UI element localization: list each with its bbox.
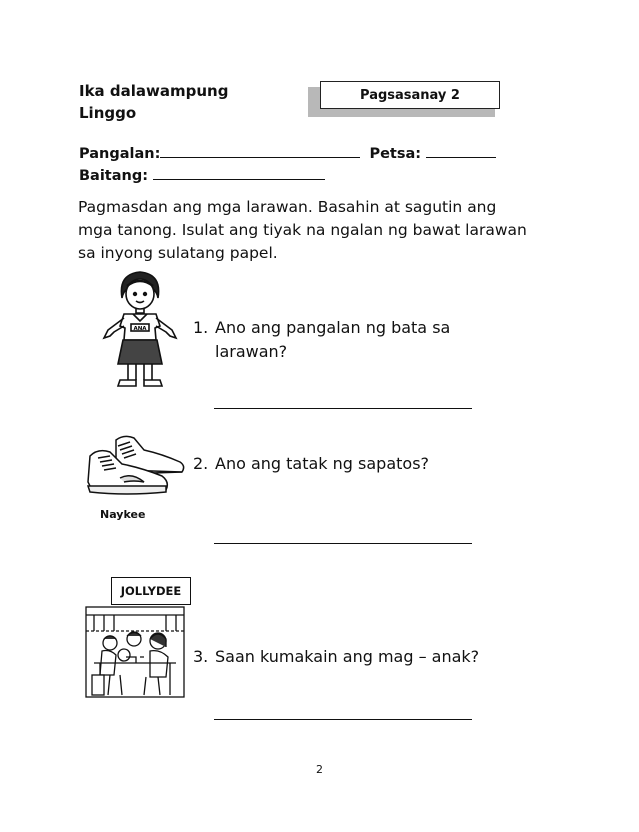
answer-line-2[interactable]: [214, 543, 472, 544]
name-blank[interactable]: [160, 143, 360, 158]
shoes-illustration: [84, 432, 188, 504]
instructions: Pagmasdan ang mga larawan. Basahin at sagutin ang mga tanong. Isulat ang tiyak na ngalan ng bawat larawan sa inyong sulatang papel.: [78, 198, 527, 262]
week-title-line1: Ika dalawampung: [79, 82, 229, 100]
question-3-text: Saan kumakain ang mag – anak?: [215, 647, 480, 666]
week-title-line2: Linggo: [79, 104, 137, 122]
grade-row: [79, 165, 325, 184]
question-2-text: Ano ang tatak ng sapatos?: [215, 454, 430, 473]
grade-blank[interactable]: [153, 165, 325, 180]
name-date-row: [79, 143, 496, 162]
page-number: 2: [316, 763, 323, 776]
question-1: [193, 316, 208, 340]
question-1-text: Ano ang pangalan ng bata sa larawan?: [215, 318, 451, 361]
week-title: [79, 80, 228, 124]
answer-line-1[interactable]: [214, 408, 472, 409]
question-1-number: 1.: [193, 318, 209, 337]
shirt-name: ANA: [133, 326, 147, 332]
question-2-number: 2.: [193, 454, 209, 473]
family-restaurant-illustration: [80, 605, 190, 700]
answer-line-3[interactable]: [214, 719, 472, 720]
question-2: [193, 452, 208, 476]
grade-label: Baitang:: [79, 168, 149, 184]
shoe-brand-caption: Naykee: [100, 508, 146, 521]
date-blank[interactable]: [426, 143, 496, 158]
restaurant-sign: JOLLYDEE: [111, 577, 191, 605]
name-label: Pangalan:: [79, 146, 161, 162]
girl-illustration: [100, 268, 180, 393]
question-3-number: 3.: [193, 647, 209, 666]
question-3: [193, 645, 208, 669]
exercise-label: Pagsasanay 2: [320, 81, 500, 109]
date-label: Petsa:: [369, 146, 422, 162]
